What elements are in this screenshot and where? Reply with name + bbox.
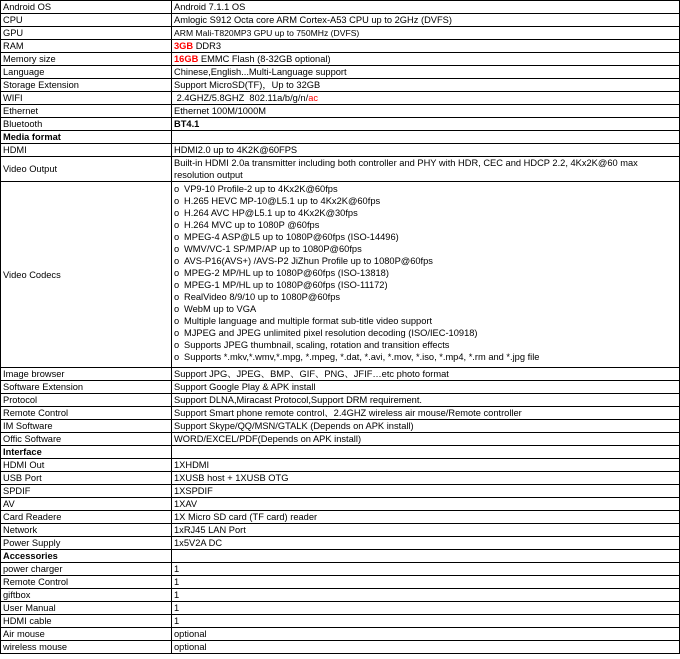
bullet-icon: o (174, 244, 180, 254)
spec-label: Video Output (1, 157, 172, 182)
spec-value: 1XUSB host + 1XUSB OTG (172, 472, 680, 485)
spec-label: Offic Software (1, 433, 172, 446)
table-row (1, 433, 680, 446)
spec-label: Memory size (1, 53, 172, 66)
spec-label: Language (1, 66, 172, 79)
spec-value: Chinese,English...Multi-Language support (172, 66, 680, 79)
spec-label: IM Software (1, 420, 172, 433)
section-title-media: Media format (1, 131, 172, 144)
table-row (1, 602, 680, 615)
spec-value: 1 (172, 576, 680, 589)
spec-label: wireless mouse (1, 641, 172, 654)
spec-label: Remote Control (1, 576, 172, 589)
spec-label: Air mouse (1, 628, 172, 641)
spec-label: Storage Extension (1, 79, 172, 92)
spec-value: 1X Micro SD card (TF card) reader (172, 511, 680, 524)
section-empty-cell (172, 131, 680, 144)
spec-value (172, 92, 680, 105)
spec-value: Support MicroSD(TF)，Up to 32GB (172, 79, 680, 92)
spec-value: Support JPG、JPEG、BMP、GIF、PNG、JFIF…etc photo format (172, 368, 680, 381)
spec-label: SPDIF (1, 485, 172, 498)
bullet-icon: o (174, 268, 180, 278)
spec-value: Support Google Play & APK install (172, 381, 680, 394)
spec-label: GPU (1, 27, 172, 40)
table-row (1, 589, 680, 602)
spec-value (172, 53, 680, 66)
table-row (1, 381, 680, 394)
memory-size-highlight: 16GB (174, 54, 199, 64)
spec-value: ARM Mali-T820MP3 GPU up to 750MHz (DVFS) (172, 27, 680, 40)
spec-label: power charger (1, 563, 172, 576)
list-item: o MPEG-2 MP/HL up to 1080P@60fps (ISO-13818) (174, 268, 389, 278)
bullet-icon: o (174, 256, 180, 266)
bullet-icon: o (174, 304, 180, 314)
list-item: o Supports *.mkv,*.wmv,*.mpg, *.mpeg, *.dat, *.avi, *.mov, *.iso, *.mp4, *.rm and *.jpg file (174, 352, 540, 362)
bullet-icon: o (174, 280, 180, 290)
bullet-icon: o (174, 220, 180, 230)
spec-value (172, 40, 680, 53)
table-row (1, 368, 680, 381)
spec-value: Amlogic S912 Octa core ARM Cortex-A53 CPU up to 2GHz (DVFS) (172, 14, 680, 27)
spec-label: HDMI (1, 144, 172, 157)
table-row (1, 628, 680, 641)
table-row (1, 459, 680, 472)
table-row (1, 27, 680, 40)
table-row (1, 511, 680, 524)
spec-value: 1XAV (172, 498, 680, 511)
spec-label: USB Port (1, 472, 172, 485)
ram-type: DDR3 (193, 41, 222, 51)
ram-size-highlight: 3GB (174, 41, 194, 51)
bullet-icon: o (174, 292, 180, 302)
table-row (1, 66, 680, 79)
table-row (1, 105, 680, 118)
section-empty-cell (172, 550, 680, 563)
spec-value: 1x5V2A DC (172, 537, 680, 550)
section-header-row (1, 446, 680, 459)
spec-label: User Manual (1, 602, 172, 615)
table-row (1, 92, 680, 105)
spec-label: Video Codecs (1, 182, 172, 368)
spec-value: 1xRJ45 LAN Port (172, 524, 680, 537)
spec-value: WORD/EXCEL/PDF(Depends on APK install) (172, 433, 680, 446)
list-item: o Supports JPEG thumbnail, scaling, rotation and transition effects (174, 340, 450, 350)
spec-value: 1 (172, 589, 680, 602)
spec-label: HDMI cable (1, 615, 172, 628)
list-item: o H.265 HEVC MP-10@L5.1 up to 4Kx2K@60fps (174, 196, 381, 206)
section-header-row (1, 550, 680, 563)
list-item: o WMV/VC-1 SP/MP/AP up to 1080P@60fps (174, 244, 362, 254)
list-item: o H.264 MVC up to 1080P @60fps (174, 220, 320, 230)
table-row (1, 615, 680, 628)
table-row (1, 563, 680, 576)
table-row (1, 485, 680, 498)
spec-value: Support DLNA,Miracast Protocol,Support DRM requirement. (172, 394, 680, 407)
spec-label: Bluetooth (1, 118, 172, 131)
bullet-icon: o (174, 352, 180, 362)
table-row (1, 79, 680, 92)
bullet-icon: o (174, 196, 180, 206)
list-item: o MPEG-1 MP/HL up to 1080P@60fps (ISO-11172) (174, 280, 388, 290)
bullet-icon: o (174, 316, 180, 326)
spec-label: Image browser (1, 368, 172, 381)
list-item: o H.264 AVC HP@L5.1 up to 4Kx2K@30fps (174, 208, 358, 218)
spec-label: Protocol (1, 394, 172, 407)
spec-label: Software Extension (1, 381, 172, 394)
memory-type: EMMC Flash (8-32GB optional) (198, 54, 331, 64)
spec-value: Support Smart phone remote control、2.4GHZ wireless air mouse/Remote controller (172, 407, 680, 420)
table-row (1, 420, 680, 433)
list-item: o MPEG-4 ASP@L5 up to 1080P@60fps (ISO-14496) (174, 232, 399, 242)
spec-label: CPU (1, 14, 172, 27)
spec-label: Ethernet (1, 105, 172, 118)
table-row (1, 144, 680, 157)
section-empty-cell (172, 446, 680, 459)
table-row (1, 576, 680, 589)
table-row (1, 157, 680, 182)
spec-label: giftbox (1, 589, 172, 602)
spec-label: Remote Control (1, 407, 172, 420)
spec-value: Support Skype/QQ/MSN/GTALK (Depends on APK install) (172, 420, 680, 433)
section-title-interface: Interface (1, 446, 172, 459)
list-item: o MJPEG and JPEG unlimited pixel resolution decoding (ISO/IEC-10918) (174, 328, 478, 338)
spec-value: Android 7.1.1 OS (172, 1, 680, 14)
spec-label: WIFI (1, 92, 172, 105)
table-row (1, 498, 680, 511)
section-header-row (1, 131, 680, 144)
list-item: o Multiple language and multiple format sub-title video support (174, 316, 433, 326)
spec-label: HDMI Out (1, 459, 172, 472)
table-row (1, 394, 680, 407)
table-row (1, 53, 680, 66)
table-row (1, 1, 680, 14)
spec-value: optional (172, 628, 680, 641)
list-item: o VP9-10 Profile-2 up to 4Kx2K@60fps (174, 184, 338, 194)
spec-value: 1 (172, 615, 680, 628)
bullet-icon: o (174, 208, 180, 218)
spec-label: Android OS (1, 1, 172, 14)
bullet-icon: o (174, 232, 180, 242)
spec-value: Ethernet 100M/1000M (172, 105, 680, 118)
spec-value: 1 (172, 602, 680, 615)
table-row (1, 641, 680, 654)
spec-label: Power Supply (1, 537, 172, 550)
wifi-standards: 2.4GHZ/5.8GHZ 802.11a/b/g/n/ (174, 93, 309, 103)
list-item: o AVS-P16(AVS+) /AVS-P2 JiZhun Profile up to 1080P@60fps (174, 256, 433, 266)
spec-value: 1 (172, 563, 680, 576)
spec-value: optional (172, 641, 680, 654)
table-row (1, 118, 680, 131)
spec-value: Built-in HDMI 2.0a transmitter including both controller and PHY with HDR, CEC and HDCP 2.2, 4Kx2K@60 max resolution output (172, 157, 680, 182)
spec-value: 1XSPDIF (172, 485, 680, 498)
table-row (1, 407, 680, 420)
bullet-icon: o (174, 184, 180, 194)
video-codecs-list (172, 182, 680, 368)
bullet-icon: o (174, 340, 180, 350)
section-title-accessories: Accessories (1, 550, 172, 563)
table-row (1, 40, 680, 53)
table-row (1, 14, 680, 27)
table-row (1, 524, 680, 537)
table-row (1, 472, 680, 485)
wifi-ac-highlight: ac (308, 93, 319, 103)
list-item: o RealVideo 8/9/10 up to 1080P@60fps (174, 292, 341, 302)
spec-label: Network (1, 524, 172, 537)
spec-value: 1XHDMI (172, 459, 680, 472)
spec-label: AV (1, 498, 172, 511)
spec-value: HDMI2.0 up to 4K2K@60FPS (172, 144, 680, 157)
table-row (1, 537, 680, 550)
spec-label: Card Readere (1, 511, 172, 524)
table-row (1, 182, 680, 368)
spec-label: RAM (1, 40, 172, 53)
list-item: o WebM up to VGA (174, 304, 257, 314)
bullet-icon: o (174, 328, 180, 338)
spec-value: BT4.1 (172, 118, 680, 131)
